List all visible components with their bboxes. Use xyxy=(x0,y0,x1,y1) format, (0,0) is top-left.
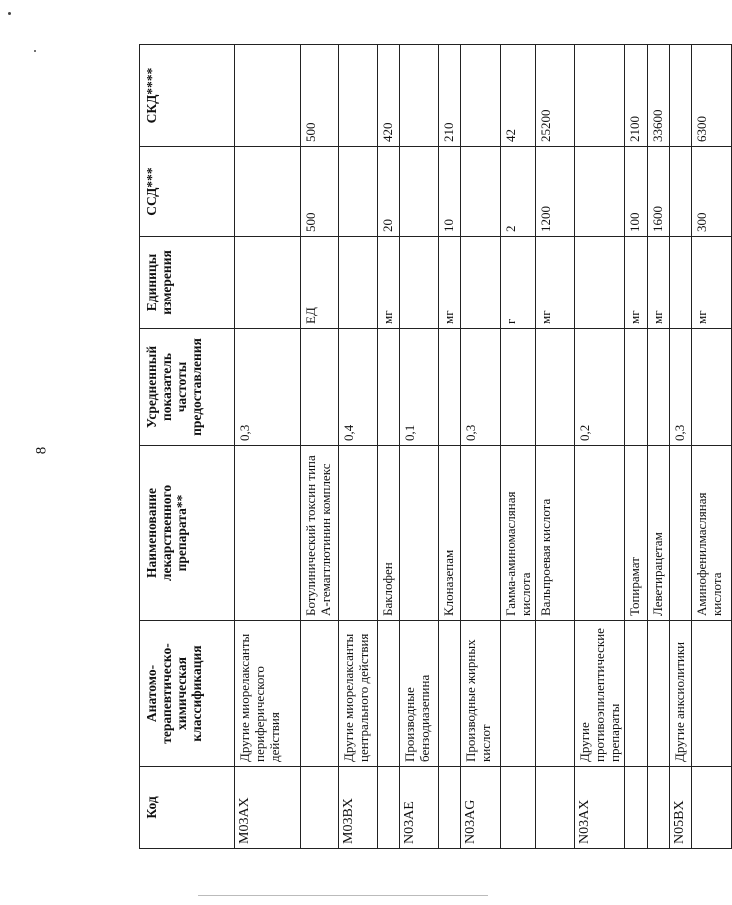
cell-frequency: 0,3 xyxy=(670,329,692,446)
table-row xyxy=(536,45,575,849)
rotated-table-wrapper xyxy=(139,45,724,849)
header-skd: СКД**** xyxy=(140,45,235,147)
cell-ssd: 20 xyxy=(378,147,400,237)
scan-edge-line xyxy=(198,895,488,896)
cell-skd: 25200 xyxy=(536,45,575,147)
cell-atc xyxy=(439,621,461,767)
cell-atc xyxy=(301,621,339,767)
cell-code xyxy=(648,767,670,849)
cell-unit: мг xyxy=(536,237,575,329)
cell-ssd: 100 xyxy=(625,147,648,237)
cell-atc xyxy=(648,621,670,767)
cell-ssd: 500 xyxy=(301,147,339,237)
cell-ssd xyxy=(400,147,439,237)
cell-frequency: 0,3 xyxy=(461,329,501,446)
cell-drug: Вальпроевая кислота xyxy=(536,446,575,621)
cell-code: N05BX xyxy=(670,767,692,849)
cell-ssd: 1200 xyxy=(536,147,575,237)
cell-skd xyxy=(235,45,301,147)
cell-drug xyxy=(461,446,501,621)
cell-code: M03BX xyxy=(339,767,378,849)
header-ssd: ССД*** xyxy=(140,147,235,237)
header-row xyxy=(140,45,235,849)
cell-skd xyxy=(670,45,692,147)
cell-code xyxy=(536,767,575,849)
cell-unit: мг xyxy=(439,237,461,329)
cell-code xyxy=(692,767,732,849)
cell-unit: мг xyxy=(625,237,648,329)
cell-drug: Леветирацетам xyxy=(648,446,670,621)
cell-ssd xyxy=(339,147,378,237)
cell-atc: Другие миорелаксанты периферического действия xyxy=(235,621,301,767)
cell-skd xyxy=(461,45,501,147)
cell-frequency: 0,2 xyxy=(575,329,625,446)
cell-skd: 33600 xyxy=(648,45,670,147)
cell-skd: 210 xyxy=(439,45,461,147)
table-row xyxy=(625,45,648,849)
table-row xyxy=(575,45,625,849)
cell-frequency: 0,4 xyxy=(339,329,378,446)
cell-drug xyxy=(235,446,301,621)
cell-ssd: 1600 xyxy=(648,147,670,237)
table-row xyxy=(301,45,339,849)
cell-frequency xyxy=(378,329,400,446)
cell-ssd: 2 xyxy=(501,147,536,237)
scan-speck xyxy=(8,12,11,15)
table-row xyxy=(339,45,378,849)
cell-skd: 2100 xyxy=(625,45,648,147)
cell-code xyxy=(501,767,536,849)
cell-code: M03AX xyxy=(235,767,301,849)
cell-drug: Баклофен xyxy=(378,446,400,621)
page-number: 8 xyxy=(33,446,50,455)
header-frequency: Усредненный показатель частоты предоставления xyxy=(140,329,235,446)
cell-atc: Производные жирных кислот xyxy=(461,621,501,767)
cell-frequency xyxy=(301,329,339,446)
cell-skd xyxy=(575,45,625,147)
header-atc: Анатомо-терапевтическо-химическая классификация xyxy=(140,621,235,767)
cell-code xyxy=(439,767,461,849)
cell-drug xyxy=(670,446,692,621)
cell-frequency xyxy=(625,329,648,446)
cell-drug: Топирамат xyxy=(625,446,648,621)
cell-atc: Другие противоэпилептические препараты xyxy=(575,621,625,767)
cell-code: N03AG xyxy=(461,767,501,849)
header-code: Код xyxy=(140,767,235,849)
table-row xyxy=(235,45,301,849)
cell-drug: Ботулинический токсин типа А-гемагглютинин комплекс xyxy=(301,446,339,621)
cell-unit: ЕД xyxy=(301,237,339,329)
cell-skd: 500 xyxy=(301,45,339,147)
cell-ssd xyxy=(461,147,501,237)
cell-atc: Другие миорелаксанты центрального действия xyxy=(339,621,378,767)
table-row xyxy=(692,45,732,849)
cell-atc: Производные бензодиазепина xyxy=(400,621,439,767)
table-row xyxy=(378,45,400,849)
cell-drug: Аминофенилмасляная кислота xyxy=(692,446,732,621)
cell-skd: 6300 xyxy=(692,45,732,147)
cell-drug xyxy=(339,446,378,621)
cell-code xyxy=(625,767,648,849)
cell-drug: Гамма-аминомасляная кислота xyxy=(501,446,536,621)
table-row xyxy=(670,45,692,849)
cell-unit: г xyxy=(501,237,536,329)
cell-frequency: 0,3 xyxy=(235,329,301,446)
cell-ssd xyxy=(235,147,301,237)
scan-speck xyxy=(34,50,36,52)
cell-frequency xyxy=(501,329,536,446)
cell-frequency xyxy=(439,329,461,446)
cell-unit xyxy=(670,237,692,329)
table-row xyxy=(400,45,439,849)
cell-atc xyxy=(536,621,575,767)
cell-skd xyxy=(400,45,439,147)
cell-code xyxy=(301,767,339,849)
cell-code: N03AX xyxy=(575,767,625,849)
cell-frequency: 0,1 xyxy=(400,329,439,446)
cell-skd xyxy=(339,45,378,147)
cell-code: N03AE xyxy=(400,767,439,849)
cell-frequency xyxy=(692,329,732,446)
cell-drug xyxy=(400,446,439,621)
cell-drug: Клоназепам xyxy=(439,446,461,621)
cell-skd: 42 xyxy=(501,45,536,147)
cell-frequency xyxy=(648,329,670,446)
cell-unit xyxy=(400,237,439,329)
header-unit: Единицы измерения xyxy=(140,237,235,329)
cell-ssd xyxy=(575,147,625,237)
drug-table xyxy=(139,44,732,849)
cell-unit: мг xyxy=(378,237,400,329)
cell-unit xyxy=(235,237,301,329)
cell-frequency xyxy=(536,329,575,446)
cell-unit: мг xyxy=(648,237,670,329)
cell-skd: 420 xyxy=(378,45,400,147)
cell-atc xyxy=(692,621,732,767)
table-row xyxy=(501,45,536,849)
cell-unit xyxy=(339,237,378,329)
cell-ssd: 10 xyxy=(439,147,461,237)
table-row xyxy=(461,45,501,849)
cell-drug xyxy=(575,446,625,621)
table-row xyxy=(648,45,670,849)
cell-code xyxy=(378,767,400,849)
cell-atc xyxy=(378,621,400,767)
cell-atc xyxy=(625,621,648,767)
cell-unit xyxy=(575,237,625,329)
header-drug: Наименование лекарственного препарата** xyxy=(140,446,235,621)
table-row xyxy=(439,45,461,849)
cell-atc xyxy=(501,621,536,767)
cell-unit xyxy=(461,237,501,329)
cell-ssd xyxy=(670,147,692,237)
cell-atc: Другие анксиолитики xyxy=(670,621,692,767)
cell-unit: мг xyxy=(692,237,732,329)
cell-ssd: 300 xyxy=(692,147,732,237)
